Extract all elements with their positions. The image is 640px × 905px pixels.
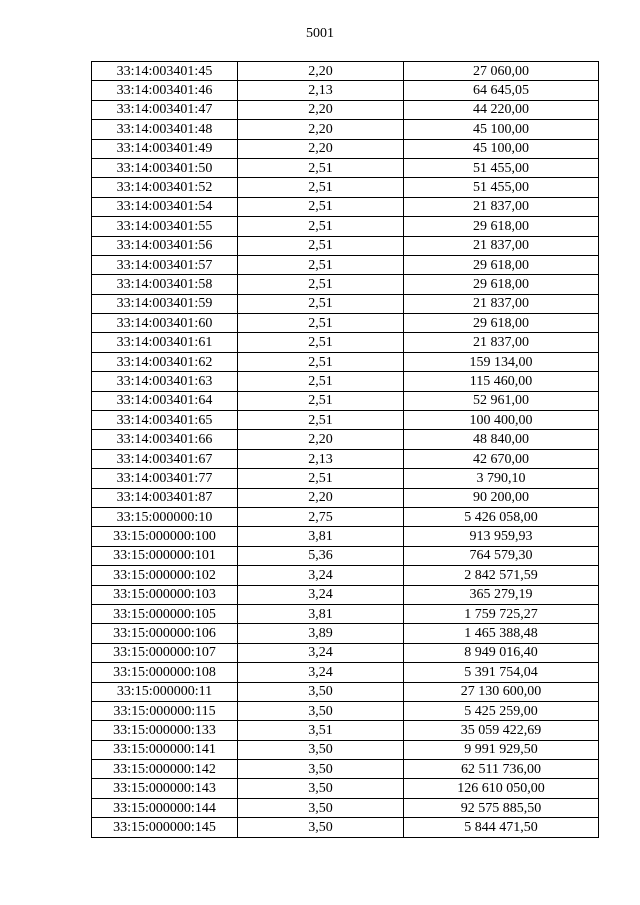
table-row	[92, 178, 599, 197]
cadastral-number-cell: 33:15:000000:101	[92, 546, 238, 565]
coefficient-cell: 3,50	[238, 682, 404, 701]
table-row	[92, 721, 599, 740]
value-cell: 3 790,10	[404, 469, 599, 488]
coefficient-cell: 2,13	[238, 81, 404, 100]
table-row	[92, 314, 599, 333]
coefficient-cell: 3,50	[238, 779, 404, 798]
value-cell: 90 200,00	[404, 488, 599, 507]
value-cell: 42 670,00	[404, 449, 599, 468]
coefficient-cell: 2,75	[238, 507, 404, 526]
coefficient-cell: 2,51	[238, 197, 404, 216]
table-row	[92, 643, 599, 662]
table-row	[92, 120, 599, 139]
value-cell: 29 618,00	[404, 255, 599, 274]
cadastral-number-cell: 33:15:000000:115	[92, 701, 238, 720]
cadastral-number-cell: 33:14:003401:50	[92, 158, 238, 177]
value-cell: 5 391 754,04	[404, 663, 599, 682]
table-row	[92, 566, 599, 585]
coefficient-cell: 3,50	[238, 760, 404, 779]
coefficient-cell: 5,36	[238, 546, 404, 565]
table-row	[92, 469, 599, 488]
table-row	[92, 352, 599, 371]
cadastral-number-cell: 33:14:003401:52	[92, 178, 238, 197]
table-row	[92, 624, 599, 643]
value-cell: 1 465 388,48	[404, 624, 599, 643]
coefficient-cell: 2,51	[238, 469, 404, 488]
cadastral-number-cell: 33:15:000000:105	[92, 604, 238, 623]
cadastral-number-cell: 33:15:000000:108	[92, 663, 238, 682]
table-row	[92, 255, 599, 274]
coefficient-cell: 2,20	[238, 139, 404, 158]
coefficient-cell: 2,20	[238, 488, 404, 507]
table-row	[92, 158, 599, 177]
value-cell: 2 842 571,59	[404, 566, 599, 585]
table-row	[92, 294, 599, 313]
coefficient-cell: 3,89	[238, 624, 404, 643]
value-cell: 21 837,00	[404, 236, 599, 255]
value-cell: 51 455,00	[404, 178, 599, 197]
cadastral-number-cell: 33:14:003401:61	[92, 333, 238, 352]
value-cell: 27 060,00	[404, 62, 599, 81]
cadastral-number-cell: 33:14:003401:60	[92, 314, 238, 333]
cadastral-number-cell: 33:15:000000:142	[92, 760, 238, 779]
coefficient-cell: 2,51	[238, 391, 404, 410]
table-row	[92, 430, 599, 449]
coefficient-cell: 2,51	[238, 352, 404, 371]
coefficient-cell: 3,50	[238, 740, 404, 759]
cadastral-number-cell: 33:15:000000:102	[92, 566, 238, 585]
table-row	[92, 449, 599, 468]
cadastral-number-cell: 33:14:003401:49	[92, 139, 238, 158]
value-cell: 159 134,00	[404, 352, 599, 371]
coefficient-cell: 3,24	[238, 643, 404, 662]
coefficient-cell: 2,20	[238, 430, 404, 449]
table-row	[92, 507, 599, 526]
value-cell: 21 837,00	[404, 197, 599, 216]
coefficient-cell: 3,24	[238, 566, 404, 585]
cadastral-number-cell: 33:14:003401:65	[92, 411, 238, 430]
cadastral-number-cell: 33:14:003401:48	[92, 120, 238, 139]
page-number: 5001	[306, 26, 334, 41]
value-cell: 48 840,00	[404, 430, 599, 449]
table-row	[92, 62, 599, 81]
table-row	[92, 818, 599, 837]
value-cell: 5 844 471,50	[404, 818, 599, 837]
cadastral-number-cell: 33:15:000000:144	[92, 798, 238, 817]
value-cell: 764 579,30	[404, 546, 599, 565]
coefficient-cell: 3,51	[238, 721, 404, 740]
coefficient-cell: 3,24	[238, 585, 404, 604]
table-row	[92, 546, 599, 565]
coefficient-cell: 2,13	[238, 449, 404, 468]
table-row	[92, 100, 599, 119]
value-cell: 5 426 058,00	[404, 507, 599, 526]
value-cell: 21 837,00	[404, 294, 599, 313]
coefficient-cell: 2,51	[238, 217, 404, 236]
cadastral-number-cell: 33:14:003401:62	[92, 352, 238, 371]
cadastral-number-cell: 33:15:000000:103	[92, 585, 238, 604]
table-row	[92, 663, 599, 682]
value-cell: 52 961,00	[404, 391, 599, 410]
value-cell: 29 618,00	[404, 217, 599, 236]
coefficient-cell: 3,81	[238, 604, 404, 623]
coefficient-cell: 2,51	[238, 275, 404, 294]
cadastral-number-cell: 33:14:003401:67	[92, 449, 238, 468]
value-cell: 44 220,00	[404, 100, 599, 119]
value-cell: 9 991 929,50	[404, 740, 599, 759]
table-row	[92, 798, 599, 817]
value-cell: 45 100,00	[404, 139, 599, 158]
table-row	[92, 217, 599, 236]
table-row	[92, 585, 599, 604]
value-cell: 21 837,00	[404, 333, 599, 352]
value-cell: 62 511 736,00	[404, 760, 599, 779]
coefficient-cell: 3,50	[238, 798, 404, 817]
coefficient-cell: 3,81	[238, 527, 404, 546]
cadastral-number-cell: 33:15:000000:100	[92, 527, 238, 546]
table-row	[92, 139, 599, 158]
value-cell: 45 100,00	[404, 120, 599, 139]
cadastral-number-cell: 33:15:000000:106	[92, 624, 238, 643]
value-cell: 126 610 050,00	[404, 779, 599, 798]
value-cell: 115 460,00	[404, 372, 599, 391]
cadastral-number-cell: 33:14:003401:63	[92, 372, 238, 391]
value-cell: 29 618,00	[404, 314, 599, 333]
table-row	[92, 391, 599, 410]
value-cell: 1 759 725,27	[404, 604, 599, 623]
value-cell: 35 059 422,69	[404, 721, 599, 740]
table-row	[92, 701, 599, 720]
value-cell: 64 645,05	[404, 81, 599, 100]
coefficient-cell: 2,51	[238, 158, 404, 177]
cadastral-number-cell: 33:15:000000:11	[92, 682, 238, 701]
cadastral-value-table	[91, 61, 599, 838]
cadastral-number-cell: 33:15:000000:107	[92, 643, 238, 662]
coefficient-cell: 2,20	[238, 62, 404, 81]
value-cell: 92 575 885,50	[404, 798, 599, 817]
table-row	[92, 682, 599, 701]
value-cell: 365 279,19	[404, 585, 599, 604]
coefficient-cell: 2,51	[238, 411, 404, 430]
coefficient-cell: 2,51	[238, 255, 404, 274]
value-cell: 100 400,00	[404, 411, 599, 430]
table-row	[92, 527, 599, 546]
value-cell: 29 618,00	[404, 275, 599, 294]
cadastral-number-cell: 33:14:003401:64	[92, 391, 238, 410]
coefficient-cell: 2,51	[238, 178, 404, 197]
coefficient-cell: 2,51	[238, 236, 404, 255]
coefficient-cell: 2,20	[238, 100, 404, 119]
value-cell: 8 949 016,40	[404, 643, 599, 662]
cadastral-number-cell: 33:14:003401:54	[92, 197, 238, 216]
coefficient-cell: 2,51	[238, 294, 404, 313]
coefficient-cell: 3,50	[238, 818, 404, 837]
cadastral-number-cell: 33:14:003401:57	[92, 255, 238, 274]
table-row	[92, 372, 599, 391]
cadastral-number-cell: 33:14:003401:47	[92, 100, 238, 119]
coefficient-cell: 3,24	[238, 663, 404, 682]
table-row	[92, 488, 599, 507]
cadastral-number-cell: 33:14:003401:45	[92, 62, 238, 81]
value-cell: 5 425 259,00	[404, 701, 599, 720]
cadastral-number-cell: 33:14:003401:58	[92, 275, 238, 294]
table-row	[92, 411, 599, 430]
coefficient-cell: 2,51	[238, 372, 404, 391]
cadastral-number-cell: 33:15:000000:143	[92, 779, 238, 798]
coefficient-cell: 2,20	[238, 120, 404, 139]
cadastral-number-cell: 33:15:000000:10	[92, 507, 238, 526]
value-cell: 27 130 600,00	[404, 682, 599, 701]
cadastral-number-cell: 33:14:003401:77	[92, 469, 238, 488]
cadastral-number-cell: 33:14:003401:46	[92, 81, 238, 100]
table-row	[92, 197, 599, 216]
table-row	[92, 740, 599, 759]
coefficient-cell: 2,51	[238, 333, 404, 352]
table-row	[92, 333, 599, 352]
coefficient-cell: 3,50	[238, 701, 404, 720]
cadastral-number-cell: 33:14:003401:87	[92, 488, 238, 507]
table-row	[92, 760, 599, 779]
table-row	[92, 275, 599, 294]
cadastral-number-cell: 33:14:003401:66	[92, 430, 238, 449]
table-row	[92, 779, 599, 798]
table-row	[92, 81, 599, 100]
value-cell: 51 455,00	[404, 158, 599, 177]
coefficient-cell: 2,51	[238, 314, 404, 333]
cadastral-number-cell: 33:15:000000:141	[92, 740, 238, 759]
cadastral-number-cell: 33:14:003401:55	[92, 217, 238, 236]
table-row	[92, 236, 599, 255]
cadastral-number-cell: 33:15:000000:133	[92, 721, 238, 740]
cadastral-number-cell: 33:15:000000:145	[92, 818, 238, 837]
table-row	[92, 604, 599, 623]
value-cell: 913 959,93	[404, 527, 599, 546]
cadastral-number-cell: 33:14:003401:59	[92, 294, 238, 313]
table-body	[92, 62, 599, 838]
cadastral-number-cell: 33:14:003401:56	[92, 236, 238, 255]
